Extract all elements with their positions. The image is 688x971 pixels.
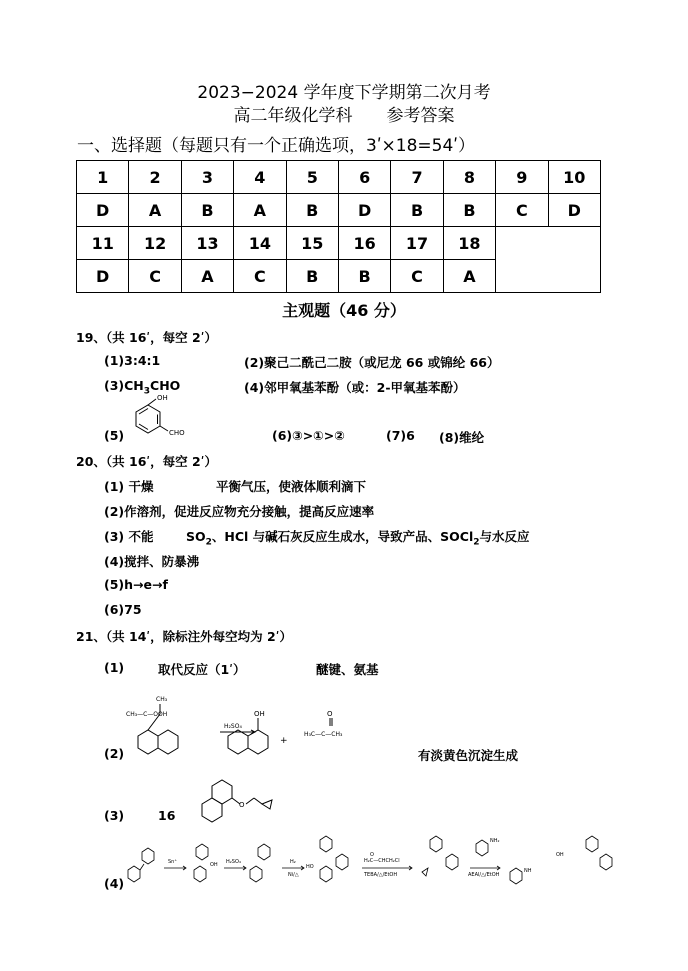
q21-answer-2-observation: 有淡黄色沉淀生成 — [418, 748, 519, 763]
answer-cell: B — [181, 194, 233, 227]
product-nh-label: NH — [524, 868, 532, 874]
question-number: 5 — [286, 161, 338, 194]
q21-answer-4-label: (4) — [104, 876, 125, 891]
q19-answer-7: (7)6 — [386, 428, 415, 443]
q20-answer-3a: (3) 不能 — [104, 529, 154, 544]
carbonyl-o-label: O — [327, 710, 333, 718]
question-number: 11 — [77, 227, 129, 260]
q19-answer-8: (8)维纶 — [439, 430, 485, 445]
hydroperoxide-label: CH₃—C—OOH — [126, 711, 168, 718]
question-number: 16 — [338, 227, 390, 260]
q19-answer-3: $(3)CH_3CHO$ — [104, 378, 181, 397]
synthesis-route-scheme — [124, 828, 624, 890]
question-number: 8 — [443, 161, 495, 194]
acetone-label: H₃C—C—CH₃ — [304, 731, 343, 738]
question-number: 10 — [548, 161, 600, 194]
section2-title: 主观题（46 分） — [282, 301, 406, 320]
answer-cell: B — [286, 194, 338, 227]
q20-answer-5: (5)h→e→f — [104, 577, 168, 592]
reagent-3b-label: Ni/△ — [288, 872, 299, 878]
answer-cell: D — [338, 194, 390, 227]
answer-cell: A — [443, 260, 495, 293]
question-number: 13 — [181, 227, 233, 260]
question-number: 3 — [181, 161, 233, 194]
aldehyde-label: CHO — [169, 429, 185, 437]
question-number: 2 — [129, 161, 181, 194]
q20-answer-3b: $SO_2$、HCl 与碱石灰反应生成水，导致产品、SOCl$_2$与水反应 — [186, 529, 530, 548]
answer-cell: B — [338, 260, 390, 293]
q19-heading: 19、（共 16ʹ，每空 2ʹ） — [76, 330, 217, 345]
table-row — [77, 161, 601, 194]
methyl-label: CH₃ — [156, 696, 168, 703]
table-row — [77, 194, 601, 227]
table-row — [77, 227, 601, 260]
q19-answer-1: (1)3:4:1 — [104, 353, 161, 368]
reagent-1-label: Sn⁺ — [168, 859, 177, 865]
question-number: 1 — [77, 161, 129, 194]
answer-cell: D — [77, 194, 129, 227]
q21-heading: 21、（共 14ʹ，除标注外每空均为 2ʹ） — [76, 629, 292, 644]
q21-answer-2-label: (2) — [104, 746, 125, 761]
answer-cell: A — [234, 194, 286, 227]
question-number: 6 — [338, 161, 390, 194]
question-number: 15 — [286, 227, 338, 260]
question-number: 9 — [496, 161, 548, 194]
question-number: 12 — [129, 227, 181, 260]
answer-cell: B — [286, 260, 338, 293]
answer-cell: D — [77, 260, 129, 293]
answer-cell: C — [496, 194, 548, 227]
reagent-2-label: H₂SO₄ — [226, 859, 241, 865]
epichlorohydrin-o-label: O — [370, 852, 374, 858]
q20-answer-1a: (1) 干燥 — [104, 479, 154, 494]
q19-answer-5-label: (5) — [104, 428, 125, 443]
answer-table — [76, 160, 601, 293]
question-number: 17 — [391, 227, 443, 260]
q21-answer-1-type: 取代反应（1ʹ） — [158, 662, 246, 677]
intermediate-oh-label: OH — [210, 862, 218, 868]
answer-cell: A — [181, 260, 233, 293]
q20-answer-1b: 平衡气压，使液体顺利滴下 — [216, 479, 367, 494]
empty-cell — [496, 227, 601, 293]
answer-cell: C — [129, 260, 181, 293]
exam-subtitle: 高二年级化学科 参考答案 — [233, 106, 455, 126]
reagent-4-label: TEBA/△/EtOH — [364, 872, 398, 878]
q19-answer-6: (6)③>①>② — [272, 428, 345, 443]
answer-cell: B — [391, 194, 443, 227]
reagent-3a-label: H₂ — [290, 859, 296, 865]
salicylaldehyde-structure — [128, 393, 198, 445]
q19-answer-2: (2)聚己二酰己二胺（或尼龙 66 或锦纶 66） — [244, 355, 500, 370]
sulfuric-acid-label: H₂SO₄ — [224, 723, 242, 730]
q19-answer-4: (4)邻甲氧基苯酚（或：2-甲氧基苯酚） — [244, 380, 466, 395]
q20-answer-4: (4)搅拌、防暴沸 — [104, 554, 200, 569]
question-number: 4 — [234, 161, 286, 194]
plus-sign: + — [280, 736, 288, 746]
question-number: 18 — [443, 227, 495, 260]
q21-answer-3-count: 16 — [158, 808, 176, 823]
naphthyl-glycidyl-ether-structure — [200, 776, 290, 826]
epichlorohydrin-label: H₂C—CHCH₂Cl — [364, 858, 400, 864]
product-oh-label: OH — [556, 852, 564, 858]
cumene-hydroperoxide-reaction — [120, 688, 360, 760]
section1-title: 一、选择题（每题只有一个正确选项，3ʹ×18=54ʹ） — [77, 136, 476, 156]
answer-cell: B — [443, 194, 495, 227]
answer-cell: C — [234, 260, 286, 293]
hydroxyl-label: OH — [157, 394, 168, 402]
aniline-nh2-label: NH₂ — [490, 838, 500, 844]
answer-cell: C — [391, 260, 443, 293]
naphthol-oh-label: OH — [254, 710, 265, 718]
q21-answer-1-groups: 醚键、氨基 — [316, 662, 379, 677]
ether-o-label: O — [239, 801, 245, 809]
question-number: 7 — [391, 161, 443, 194]
question-number: 14 — [234, 227, 286, 260]
q20-answer-2: (2)作溶剂，促进反应物充分接触，提高反应速率 — [104, 504, 375, 519]
answer-cell: D — [548, 194, 600, 227]
alcohol-ho-label: HO — [306, 864, 314, 870]
answer-cell: A — [129, 194, 181, 227]
exam-title: 2023−2024 学年度下学期第二次月考 — [197, 83, 491, 103]
q20-heading: 20、（共 16ʹ，每空 2ʹ） — [76, 454, 217, 469]
q21-answer-3-label: (3) — [104, 808, 125, 823]
q20-answer-6: (6)75 — [104, 602, 142, 617]
reagent-5-label: AEAl/△/EtOH — [468, 872, 500, 878]
q21-answer-1-label: (1) — [104, 660, 125, 675]
